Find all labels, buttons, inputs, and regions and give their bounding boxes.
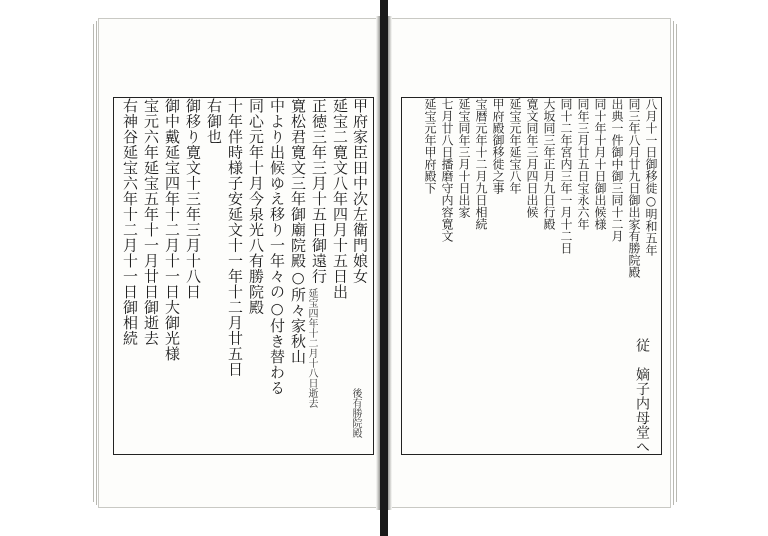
left-text-frame (113, 97, 374, 455)
page-edge (93, 24, 94, 502)
text-column: 八月十一日御移徙○明和五年 (644, 98, 658, 256)
text-column: 中より出候ゆえ移り一年々の○付き替わる (268, 98, 286, 396)
page-edge (676, 24, 677, 502)
text-column: 延宝二寛文八年四月十五日出 (331, 98, 349, 300)
text-column: 甲府殿御移徙之事 (491, 98, 505, 194)
text-column: 御中戴延宝四年十二月十一日大御光様 (163, 98, 181, 362)
right-text-frame (401, 97, 662, 455)
page-edge (673, 21, 674, 505)
text-column: 出典一件御中御三同十二月 (610, 98, 624, 242)
text-column: 甲府家臣田中次左衛門娘女 (351, 98, 369, 284)
gutter-shadow-right (388, 16, 392, 510)
text-column: 延宝元年甲府殿下 (423, 98, 437, 194)
text-column: 同十二年宮内三年一月十二日 (559, 98, 573, 254)
text-column: 右神谷延宝六年十二月十一日御相続 (121, 98, 139, 346)
text-column: 七月廿八日播磨守内容寛文 (440, 98, 454, 242)
text-column: 延宝元年延宝八年 (508, 98, 522, 194)
text-column: 大坂同三年正月九日行殿 (542, 98, 556, 230)
text-column: 十年伴時様子安延文十一年十二月廿五日 (226, 98, 244, 377)
text-column: 同三年八月廿九日御出家有勝院殿 (627, 98, 641, 278)
text-column: 同十年十月十日御出候様 (593, 98, 607, 230)
book-spine (380, 0, 388, 536)
text-column: 宝元六年延宝五年十一月廿日御逝去 (142, 98, 160, 346)
page-edge (96, 21, 97, 505)
text-column: 御移り寛文十三年三月十八日 (184, 98, 202, 300)
closing-column: 従 嫡子内母堂へ (634, 338, 650, 454)
text-column: 右御也 (205, 98, 223, 145)
text-column: 寛松君寛文三年御廟院殿○所々家秋山 (289, 98, 307, 365)
annotation-note: 後有勝院殿 (350, 388, 361, 438)
text-column: 延宝同年三月十日出家 (457, 98, 471, 218)
text-column: 正徳三年三月十五日御遠行 (310, 98, 328, 284)
annotation-note: 延宝四年十二月十八日逝去 (306, 288, 317, 408)
text-column: 寛文同年三月四日出候 (525, 98, 539, 218)
text-column: 同年三月廿五日宝永六年 (576, 98, 590, 230)
text-column: 同心元年十月今泉光八有勝院殿 (247, 98, 265, 315)
text-column: 宝暦元年十二月九日相続 (474, 98, 488, 230)
